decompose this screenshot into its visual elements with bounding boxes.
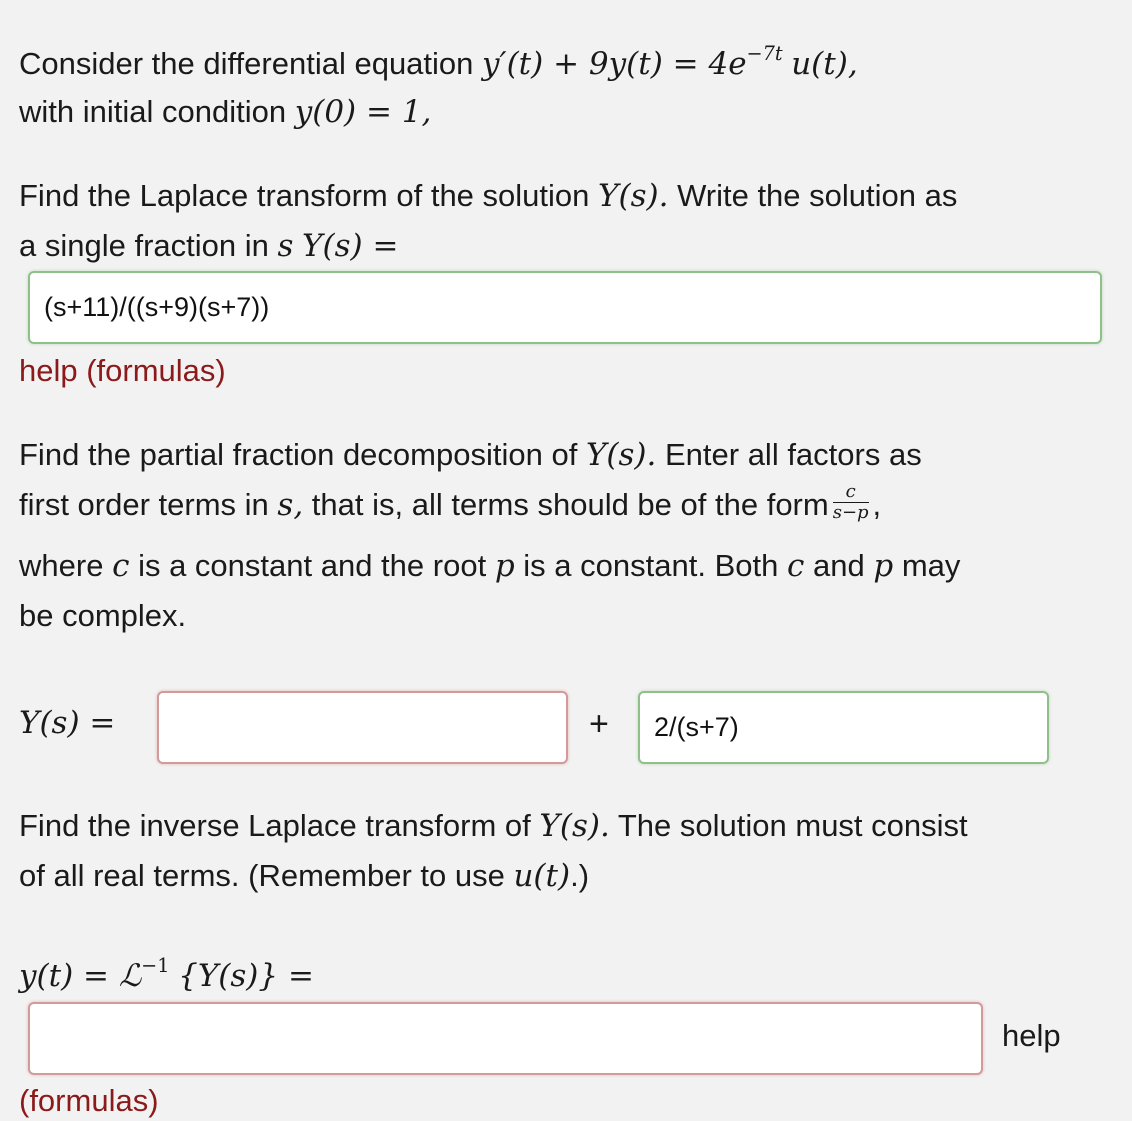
part2-prompt3-and: and	[812, 548, 865, 583]
part2-prompt3-p: p	[494, 548, 515, 584]
help-link[interactable]: help	[1002, 1018, 1061, 1053]
partial-fraction-term2-input[interactable]	[638, 691, 1049, 764]
intro-prefix: Consider the differential equation	[19, 46, 474, 81]
part2-prompt3-c2: c	[786, 548, 805, 584]
part1-prompt2-symbol: s	[277, 228, 294, 264]
part3-prompt-line-2	[19, 856, 589, 896]
part2-prompt-prefix: Find the partial fraction decomposition of	[19, 437, 578, 472]
part1-prompt-suffix: Write the solution as	[677, 178, 958, 213]
part3-prompt2-suffix: .)	[570, 858, 590, 893]
part2-prompt3-suffix: may	[901, 548, 961, 583]
intro-line-1	[19, 41, 858, 84]
part2-prompt2-prefix: first order terms in	[19, 487, 269, 522]
intro-exponent: −7t	[746, 41, 783, 65]
inverse-laplace-answer-input[interactable]	[28, 1002, 983, 1075]
part2-prompt3-c: c	[112, 548, 130, 584]
formulas-link-partial[interactable]: (formulas)	[19, 1083, 159, 1118]
laplace-transform-answer-value: (s+11)/((s+9)(s+7))	[44, 292, 270, 322]
part2-prompt-line-3	[19, 546, 960, 586]
plus-sign: +	[589, 705, 609, 743]
part1-prompt-line-1	[19, 176, 957, 216]
part1-prompt-line-2	[19, 226, 398, 266]
part3-prompt-prefix: Find the inverse Laplace transform of	[19, 808, 531, 843]
part2-prompt-line-1	[19, 435, 922, 475]
intro-line-2	[19, 92, 431, 132]
intro-condition-prefix: with initial condition	[19, 94, 287, 129]
part1-prompt2-prefix: a single fraction in	[19, 228, 269, 263]
partial-fraction-form	[833, 483, 869, 522]
intro-equation-right: u(t),	[791, 46, 858, 82]
laplace-transform-answer-input[interactable]	[28, 271, 1102, 344]
part2-prompt-line-4: be complex.	[19, 598, 187, 633]
fraction-numerator: c	[833, 483, 869, 503]
part2-prompt-line-2	[19, 481, 882, 526]
fraction-denominator: s−p	[832, 502, 869, 524]
part3-prompt-symbol: Y(s).	[539, 808, 610, 844]
part2-prompt3-mid: is a constant and the root	[138, 548, 487, 583]
partial-fraction-term2-value: 2/(s+7)	[654, 712, 739, 742]
part2-prompt3-mid2: is a constant. Both	[523, 548, 779, 583]
part2-prompt-suffix: Enter all factors as	[664, 437, 922, 472]
help-formulas-link[interactable]: help (formulas)	[19, 353, 226, 388]
part1-prompt2-suffix: Y(s) =	[302, 228, 399, 264]
partial-fraction-term1-input[interactable]	[157, 691, 568, 764]
part2-prompt-symbol: Y(s).	[585, 437, 657, 473]
inverse-laplace-exponent: −1	[141, 953, 170, 977]
part3-prompt-suffix: The solution must consist	[617, 808, 968, 843]
part2-prompt2-end: ,	[872, 487, 882, 522]
inverse-laplace-label-left: y(t) = ℒ	[19, 958, 142, 994]
part2-prompt2-suffix: that is, all terms should be of the form	[311, 487, 829, 522]
part3-prompt2-symbol: u(t)	[513, 858, 571, 894]
part3-prompt-line-1	[19, 806, 968, 846]
part2-prompt3-prefix: where	[19, 548, 104, 583]
intro-equation-left: y′(t) + 9y(t) = 4e	[482, 46, 747, 82]
inverse-laplace-equation-label	[19, 953, 314, 996]
partial-fraction-equation-label: Y(s) =	[19, 705, 116, 741]
part3-prompt2-prefix: of all real terms. (Remember to use	[19, 858, 505, 893]
part2-prompt2-symbol: s,	[277, 487, 304, 523]
intro-condition: y(0) = 1,	[294, 94, 432, 130]
part1-prompt-symbol: Y(s).	[598, 178, 669, 214]
inverse-laplace-label-right: {Y(s)} =	[178, 958, 314, 994]
part2-prompt3-p2: p	[873, 548, 894, 584]
part1-prompt-prefix: Find the Laplace transform of the solution	[19, 178, 590, 213]
